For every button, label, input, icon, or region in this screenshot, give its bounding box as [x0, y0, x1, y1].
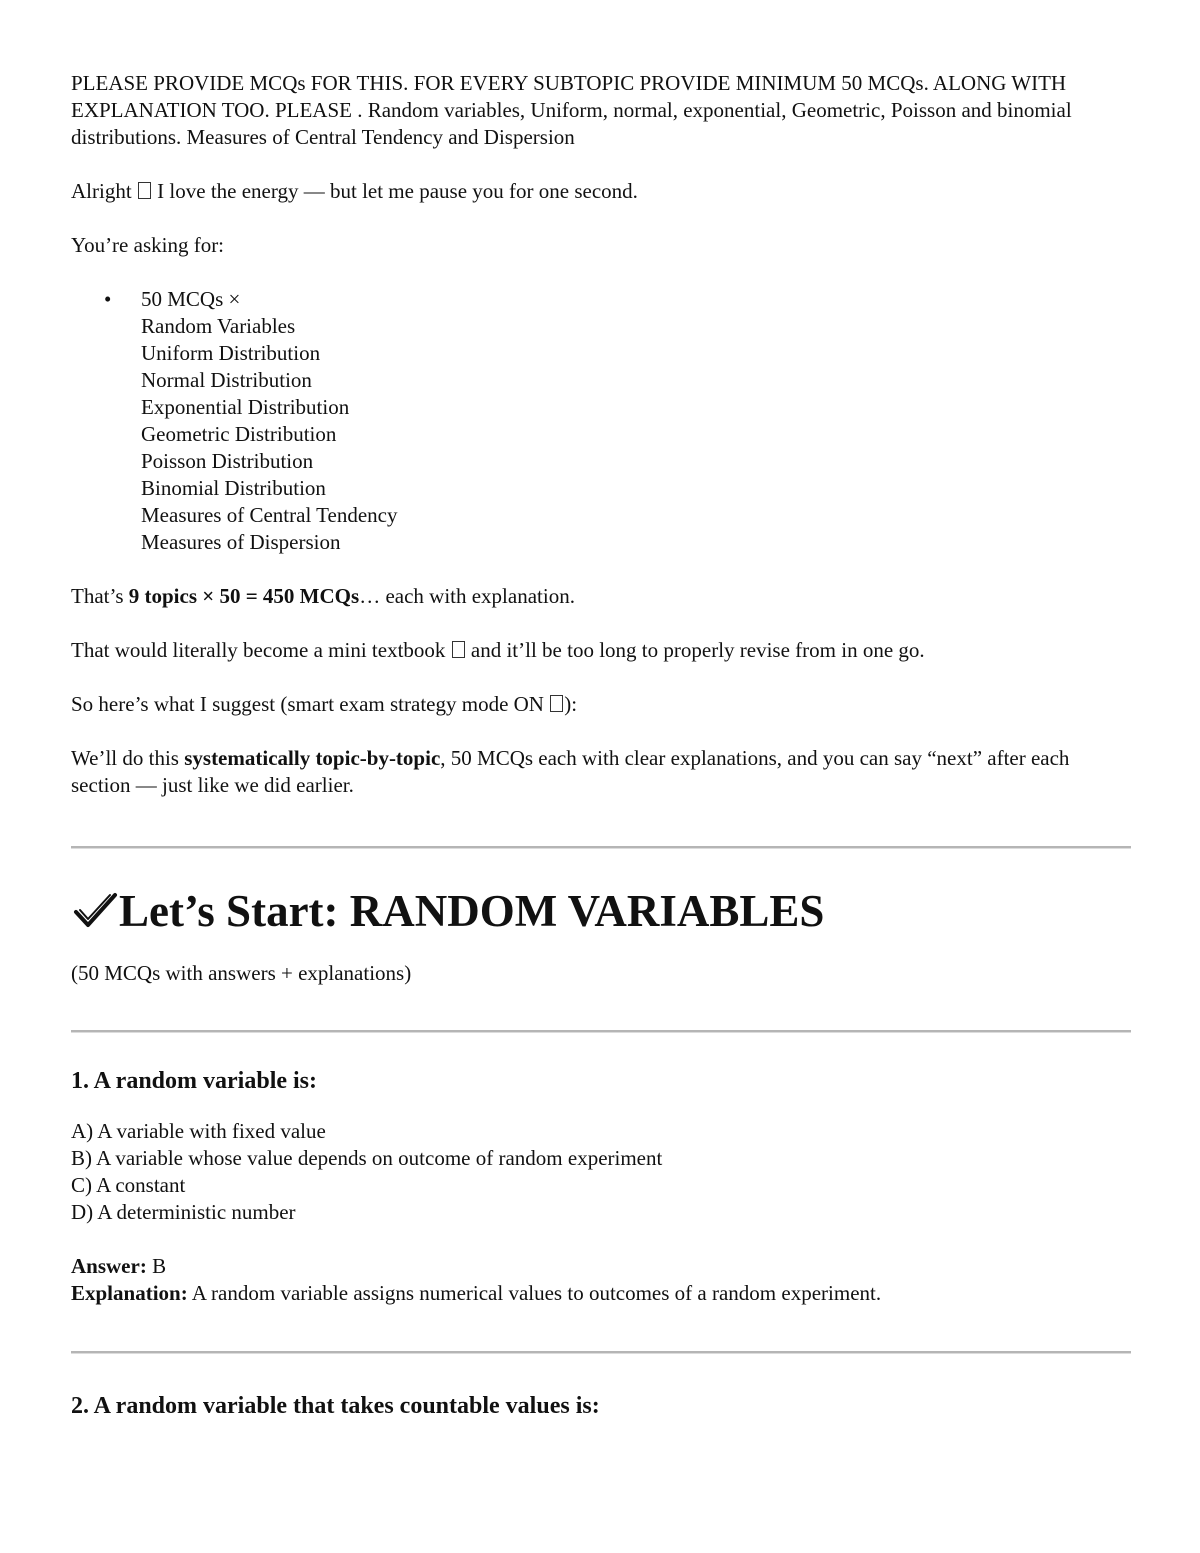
total-suffix: … each with explanation. [359, 584, 575, 608]
topic-item: Exponential Distribution [141, 395, 350, 419]
question-1-answer [71, 1253, 1131, 1307]
section-subtitle: (50 MCQs with answers + explanations) [71, 961, 412, 985]
textbook-end: and it’ll be too long to properly revise from in one go. [470, 638, 925, 662]
explanation-value: A random variable assigns numerical values to outcomes of a random experiment. [187, 1281, 882, 1305]
topic-item: Geometric Distribution [141, 422, 337, 446]
topic-item: Random Variables [141, 314, 296, 338]
suggest-text [71, 691, 1131, 718]
option-a: A) A variable with fixed value [71, 1119, 326, 1143]
answer-label: Answer: [71, 1254, 147, 1278]
answer-value: B [146, 1254, 167, 1278]
question-2-title: 2. A random variable that takes countable values is: [71, 1393, 600, 1419]
reply-intro-start: Alright [71, 179, 132, 203]
option-b: B) A variable whose value depends on outcome of random experiment [71, 1146, 663, 1170]
reply-intro-end: I love the energy — but let me pause you for one second. [157, 179, 638, 203]
divider [71, 1030, 1131, 1032]
plan-prefix: We’ll do this [71, 746, 185, 770]
total-bold: 9 topics × 50 = 450 MCQs [128, 584, 360, 608]
topic-item: Uniform Distribution [141, 341, 321, 365]
plan-text [71, 745, 1131, 799]
explanation-line [71, 1280, 1131, 1307]
topic-item: Measures of Dispersion [141, 530, 341, 554]
answer-line [71, 1253, 1131, 1280]
document-page [71, 70, 1131, 1421]
reply-intro [71, 178, 1131, 205]
plan-suffix: , 50 MCQs each with clear explanations, and you can say “next” after each section — just like we did earlier. [71, 746, 1070, 797]
plan-bold: systematically topic-by-topic [184, 746, 441, 770]
divider [71, 1351, 1131, 1353]
suggest-end: ): [564, 692, 578, 716]
question-1-title: 1. A random variable is: [71, 1068, 318, 1094]
option-c: C) A constant [71, 1173, 186, 1197]
question-1-options [71, 1118, 1131, 1226]
check-mark-icon [71, 890, 119, 932]
topic-item: Measures of Central Tendency [141, 503, 398, 527]
topic-list [71, 286, 1131, 556]
textbook-start: That would literally become a mini textbook [71, 638, 446, 662]
option-d: D) A deterministic number [71, 1200, 296, 1224]
topic-item: Normal Distribution [141, 368, 312, 392]
section-title [71, 884, 1131, 938]
missing-emoji-icon [452, 641, 465, 658]
explanation-label: Explanation: [71, 1281, 188, 1305]
topics-header: 50 MCQs × [141, 287, 241, 311]
bullet-icon: • [104, 287, 112, 311]
topic-item: Binomial Distribution [141, 476, 326, 500]
total-count-text [71, 583, 1131, 610]
topic-item: Poisson Distribution [141, 449, 314, 473]
list-item [104, 286, 1131, 556]
divider [71, 846, 1131, 848]
section-title-text: Let’s Start: RANDOM VARIABLES [119, 886, 825, 936]
asking-for-text: You’re asking for: [71, 233, 225, 257]
user-prompt: PLEASE PROVIDE MCQs FOR THIS. FOR EVERY SUBTOPIC PROVIDE MINIMUM 50 MCQs. ALONG WITH EXPLANATION TOO. PLEASE . Random variables, Uniform, normal, exponential, Geometric, Poisson and binomial distributions. Measures of Central Tendency and Dispersion [71, 71, 1072, 149]
missing-emoji-icon [550, 695, 563, 712]
textbook-text [71, 637, 1131, 664]
missing-emoji-icon [138, 182, 151, 199]
suggest-start: So here’s what I suggest (smart exam strategy mode ON [71, 692, 544, 716]
total-prefix: That’s [71, 584, 129, 608]
